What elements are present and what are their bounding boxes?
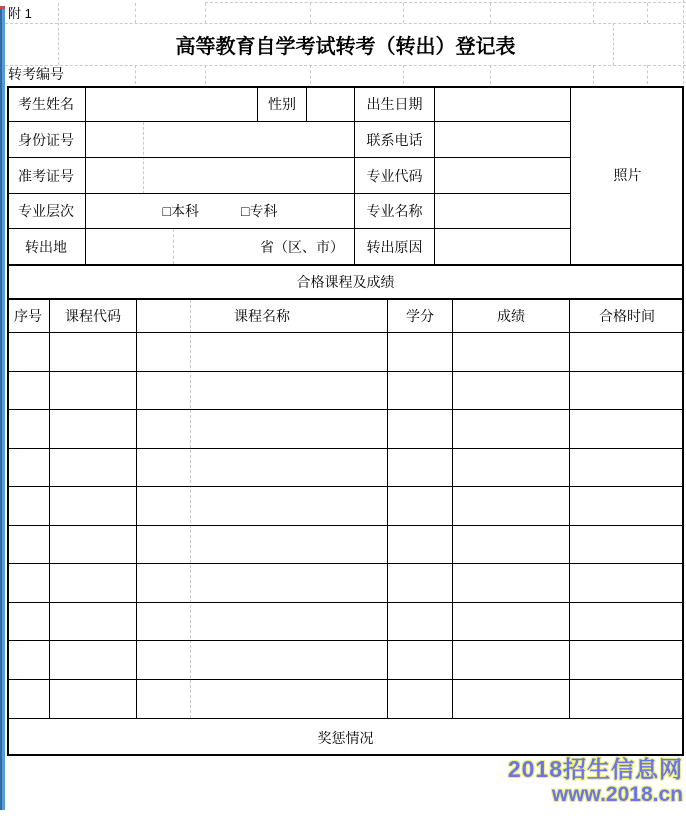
field-id-number[interactable] xyxy=(86,122,355,158)
gridline xyxy=(647,65,648,84)
section-header-courses: 合格课程及成绩 xyxy=(7,264,684,300)
course-header-name: 课程名称 xyxy=(137,300,388,332)
course-cell-r2-c4[interactable] xyxy=(388,372,453,411)
course-header-credits: 学分 xyxy=(388,300,453,332)
course-cell-r10-c4[interactable] xyxy=(388,680,453,719)
course-cell-r5-c3[interactable] xyxy=(137,487,388,526)
course-cell-r9-c5[interactable] xyxy=(453,641,570,680)
course-table-body xyxy=(7,333,684,718)
gridline xyxy=(647,3,648,23)
course-cell-r4-c5[interactable] xyxy=(453,449,570,488)
course-cell-r8-c4[interactable] xyxy=(388,603,453,642)
label-id-number: 身份证号 xyxy=(7,122,86,158)
course-cell-r3-c1[interactable] xyxy=(7,410,50,449)
course-cell-r8-c2[interactable] xyxy=(50,603,137,642)
course-cell-r8-c6[interactable] xyxy=(570,603,684,642)
course-cell-r5-c4[interactable] xyxy=(388,487,453,526)
label-gender: 性别 xyxy=(258,86,307,122)
course-cell-r6-c1[interactable] xyxy=(7,526,50,565)
course-cell-r4-c4[interactable] xyxy=(388,449,453,488)
course-cell-r2-c3[interactable] xyxy=(137,372,388,411)
course-cell-r3-c6[interactable] xyxy=(570,410,684,449)
course-cell-r7-c4[interactable] xyxy=(388,564,453,603)
course-cell-r4-c2[interactable] xyxy=(50,449,137,488)
course-cell-r10-c5[interactable] xyxy=(453,680,570,719)
label-transfer-from: 转出地 xyxy=(7,229,86,264)
course-cell-r3-c2[interactable] xyxy=(50,410,137,449)
course-cell-r5-c6[interactable] xyxy=(570,487,684,526)
gridline xyxy=(0,65,686,66)
course-cell-r1-c6[interactable] xyxy=(570,333,684,372)
label-birth-date: 出生日期 xyxy=(355,86,435,122)
course-cell-r1-c3[interactable] xyxy=(137,333,388,372)
course-cell-r9-c2[interactable] xyxy=(50,641,137,680)
personal-info-section xyxy=(7,86,684,264)
gridline xyxy=(205,3,206,23)
watermark-site-name: 2018招生信息网 xyxy=(507,756,683,782)
course-header-pass-date: 合格时间 xyxy=(599,308,655,324)
photo-cell: 照片 xyxy=(570,86,684,264)
gridline xyxy=(310,65,311,84)
course-cell-r5-c2[interactable] xyxy=(50,487,137,526)
gridline xyxy=(310,3,311,23)
course-cell-r9-c3[interactable] xyxy=(137,641,388,680)
gridline xyxy=(403,65,404,84)
gridline xyxy=(403,3,404,23)
field-gender[interactable] xyxy=(307,86,355,122)
course-cell-r2-c6[interactable] xyxy=(570,372,684,411)
course-cell-r1-c4[interactable] xyxy=(388,333,453,372)
course-cell-r7-c1[interactable] xyxy=(7,564,50,603)
label-candidate-name: 考生姓名 xyxy=(7,86,86,122)
transfer-number-label: 转考编号 xyxy=(8,66,64,82)
gridline xyxy=(593,3,594,23)
course-table-header xyxy=(7,300,684,333)
label-contact-phone: 联系电话 xyxy=(355,122,435,158)
course-header-score: 成绩 xyxy=(453,300,570,332)
course-cell-r8-c5[interactable] xyxy=(453,603,570,642)
course-header-code: 课程代码 xyxy=(50,300,137,332)
course-cell-r9-c6[interactable] xyxy=(570,641,684,680)
field-contact-phone[interactable] xyxy=(435,122,570,158)
checkbox-college[interactable]: □专科 xyxy=(241,203,278,219)
gridline xyxy=(490,65,491,84)
label-major-name: 专业名称 xyxy=(355,194,435,229)
course-cell-r6-c6[interactable] xyxy=(570,526,684,565)
field-birth-date[interactable] xyxy=(435,86,570,122)
course-cell-r6-c5[interactable] xyxy=(453,526,570,565)
gridline xyxy=(135,65,136,84)
course-cell-r8-c3[interactable] xyxy=(137,603,388,642)
course-cell-r10-c2[interactable] xyxy=(50,680,137,719)
course-cell-r7-c5[interactable] xyxy=(453,564,570,603)
course-cell-r7-c2[interactable] xyxy=(50,564,137,603)
watermark-url: www.2018.cn xyxy=(551,782,683,806)
checkbox-undergraduate[interactable]: □本科 xyxy=(162,203,199,219)
course-cell-r3-c3[interactable] xyxy=(137,410,388,449)
course-cell-r2-c2[interactable] xyxy=(50,372,137,411)
course-cell-r2-c5[interactable] xyxy=(453,372,570,411)
course-cell-r4-c6[interactable] xyxy=(570,449,684,488)
field-major-code[interactable] xyxy=(435,158,570,194)
course-cell-r9-c1[interactable] xyxy=(7,641,50,680)
course-cell-r4-c3[interactable] xyxy=(137,449,388,488)
course-cell-r4-c1[interactable] xyxy=(7,449,50,488)
field-transfer-from[interactable]: 省（区、市） xyxy=(86,229,355,264)
course-cell-r10-c3[interactable] xyxy=(137,680,388,719)
field-candidate-name[interactable] xyxy=(86,86,258,122)
form-title: 高等教育自学考试转考（转出）登记表 xyxy=(175,35,516,58)
course-cell-r3-c5[interactable] xyxy=(453,410,570,449)
field-major-level xyxy=(86,194,355,229)
gridline xyxy=(205,2,686,3)
left-scroll-bar[interactable] xyxy=(0,6,5,810)
attachment-note: 附 1 xyxy=(8,6,32,21)
label-major-code: 专业代码 xyxy=(355,158,435,194)
gridline xyxy=(135,3,136,23)
field-admission-ticket[interactable] xyxy=(86,158,355,194)
course-cell-r9-c4[interactable] xyxy=(388,641,453,680)
field-major-name[interactable] xyxy=(435,194,570,229)
gridline xyxy=(205,65,206,84)
course-header-seq: 序号 xyxy=(7,300,50,332)
course-cell-r1-c2[interactable] xyxy=(50,333,137,372)
course-cell-r2-c1[interactable] xyxy=(7,372,50,411)
course-cell-r5-c1[interactable] xyxy=(7,487,50,526)
gridline xyxy=(490,3,491,23)
gridline xyxy=(593,65,594,84)
course-cell-r6-c3[interactable] xyxy=(137,526,388,565)
watermark xyxy=(508,757,683,806)
left-bar-notch xyxy=(0,6,5,9)
course-cell-r1-c5[interactable] xyxy=(453,333,570,372)
label-transfer-reason: 转出原因 xyxy=(355,229,435,264)
label-admission-ticket: 准考证号 xyxy=(7,158,86,194)
course-cell-r3-c4[interactable] xyxy=(388,410,453,449)
course-cell-r7-c3[interactable] xyxy=(137,564,388,603)
label-major-level: 专业层次 xyxy=(7,194,86,229)
course-cell-r7-c6[interactable] xyxy=(570,564,684,603)
course-cell-r5-c5[interactable] xyxy=(453,487,570,526)
course-cell-r6-c2[interactable] xyxy=(50,526,137,565)
course-cell-r6-c4[interactable] xyxy=(388,526,453,565)
field-transfer-reason[interactable] xyxy=(435,229,570,264)
course-cell-r8-c1[interactable] xyxy=(7,603,50,642)
rewards-row: 奖惩情况 xyxy=(7,718,684,756)
course-cell-r10-c1[interactable] xyxy=(7,680,50,719)
course-cell-r1-c1[interactable] xyxy=(7,333,50,372)
course-cell-r10-c6[interactable] xyxy=(570,680,684,719)
